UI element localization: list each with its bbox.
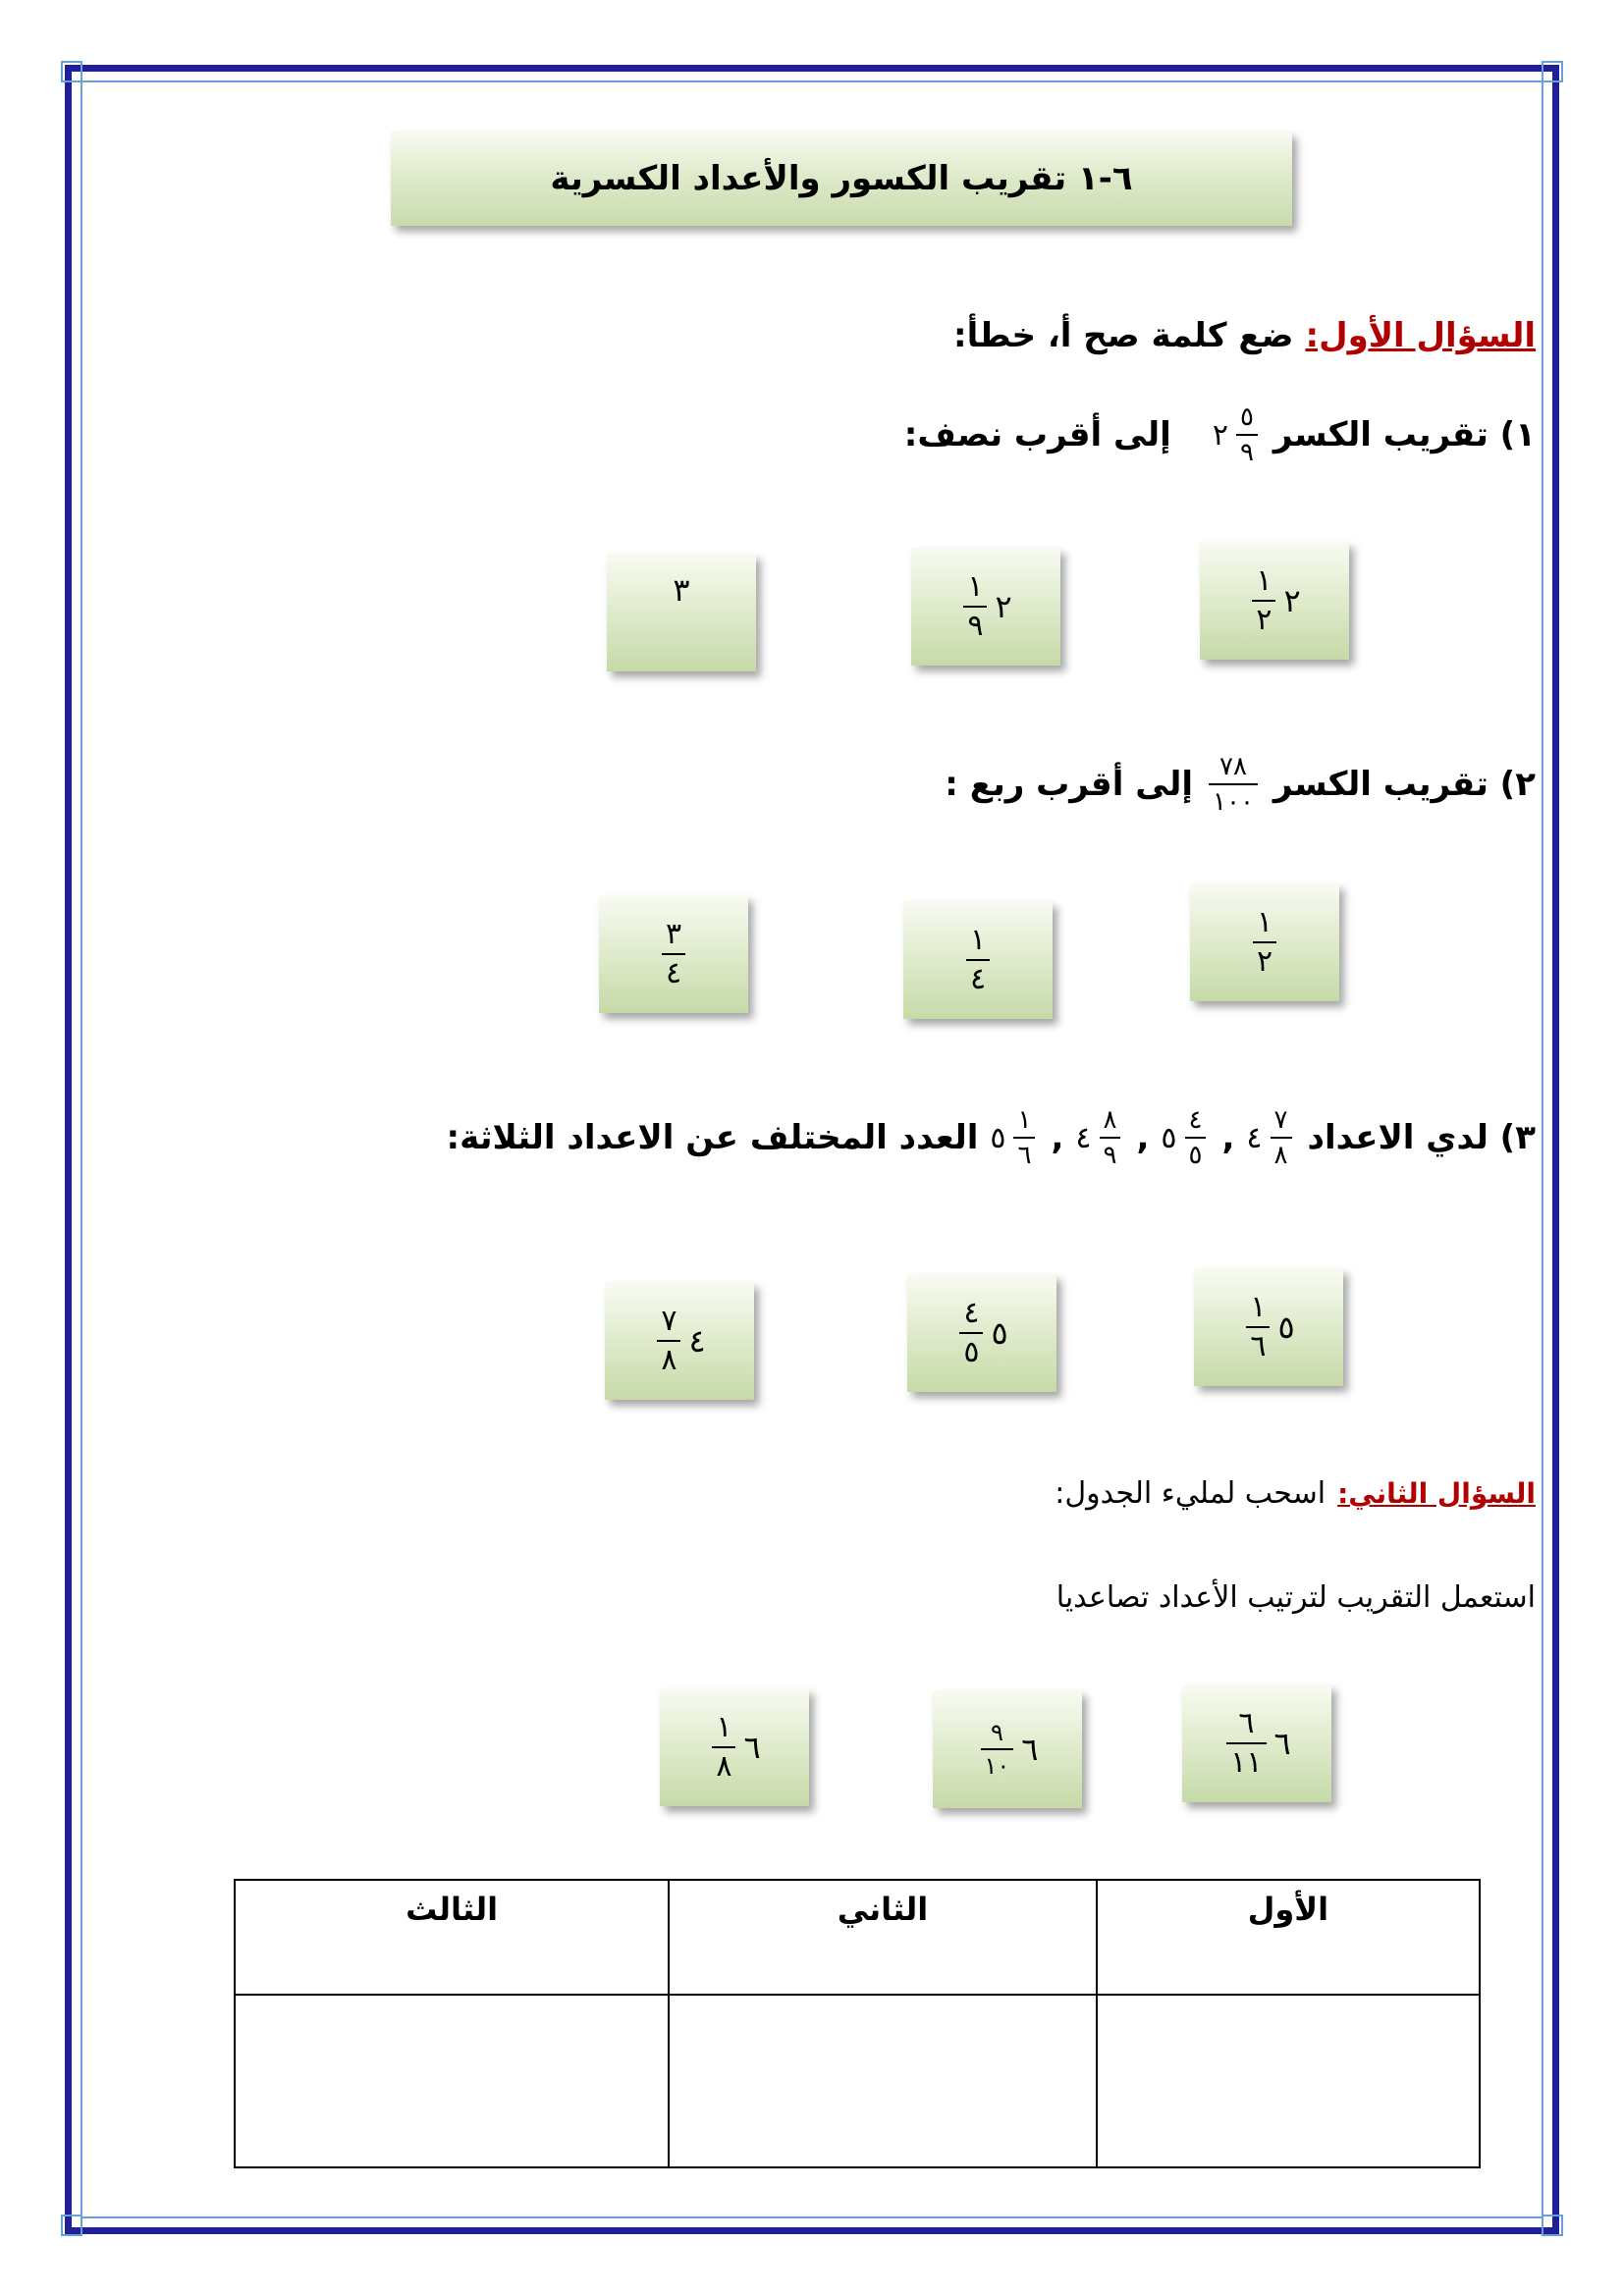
- fraction-numerator: ١: [969, 923, 987, 957]
- corner-ornament: [1542, 2215, 1563, 2236]
- fraction-denominator: ٨: [657, 1340, 680, 1375]
- page-title: ٦-١ تقريب الكسور والأعداد الكسرية: [391, 132, 1292, 226]
- whole-number: ٢: [995, 588, 1012, 625]
- q1-item-3-option-1[interactable]: [1194, 1268, 1343, 1386]
- q1-item-3-option-2[interactable]: [907, 1274, 1056, 1392]
- separator: ,: [1051, 1118, 1064, 1157]
- fraction-numerator: ٥: [1239, 402, 1254, 432]
- fraction-denominator: ٥: [1185, 1137, 1207, 1168]
- corner-ornament: [1542, 61, 1563, 82]
- q2-drag-card-3[interactable]: [660, 1688, 809, 1806]
- item-3-number-2: [1161, 1107, 1210, 1168]
- whole-number: ٥: [1277, 1308, 1295, 1346]
- separator: ,: [1221, 1118, 1235, 1157]
- fraction-denominator: ٨: [712, 1746, 735, 1782]
- q1-item-2-option-3[interactable]: [599, 895, 748, 1013]
- whole-number: ٤: [688, 1322, 706, 1360]
- fraction-denominator: ٦: [1246, 1326, 1270, 1362]
- whole-number: ٥: [1161, 1120, 1177, 1155]
- item-2-prefix: ٢) تقريب الكسر: [1272, 765, 1536, 804]
- whole-number: ٥: [991, 1314, 1008, 1352]
- fraction-numerator: ٧: [661, 1304, 677, 1338]
- q2-header: [1055, 1476, 1536, 1511]
- fraction-numerator: ٤: [963, 1296, 980, 1330]
- fraction-numerator: ٧٨: [1219, 752, 1247, 781]
- q1-item-2-option-2[interactable]: [903, 901, 1053, 1019]
- item-1-number: [1213, 404, 1262, 465]
- q1-item-1-option-2[interactable]: [911, 548, 1060, 666]
- fraction-numerator: ٧: [1273, 1105, 1288, 1135]
- q1-item-1-option-3[interactable]: [607, 554, 756, 671]
- fraction-denominator: ٩: [1100, 1137, 1121, 1168]
- whole-number: ٦: [1273, 1725, 1291, 1762]
- item-3-suffix: العدد المختلف عن الاعداد الثلاثة:: [446, 1118, 979, 1157]
- item-3-number-4: [990, 1107, 1039, 1168]
- q2-label: السؤال الثاني:: [1337, 1477, 1536, 1510]
- whole-number: ٢: [1283, 582, 1301, 619]
- fraction-numerator: ٨: [1103, 1105, 1117, 1135]
- drop-zone-first[interactable]: [1097, 1995, 1480, 2167]
- fraction-denominator: ٤: [662, 953, 685, 988]
- fraction-denominator: ٢: [1252, 600, 1275, 635]
- drop-zone-third[interactable]: [235, 1995, 669, 2167]
- answer-table: [234, 1879, 1481, 2168]
- whole-number: ٢: [1212, 417, 1228, 453]
- q2-drag-card-2[interactable]: [933, 1690, 1082, 1808]
- table-header-row: [235, 1880, 1480, 1995]
- whole-number: ٦: [743, 1729, 761, 1766]
- fraction-numerator: ٤: [1188, 1105, 1203, 1135]
- table-header: الثاني: [669, 1880, 1096, 1995]
- q1-item-2-option-1[interactable]: [1190, 883, 1339, 1001]
- fraction-denominator: ٦: [1013, 1137, 1035, 1168]
- corner-ornament: [61, 2215, 82, 2236]
- q1-item-2: [945, 754, 1536, 815]
- corner-ornament: [61, 61, 82, 82]
- fraction-denominator: ١١: [1226, 1742, 1266, 1778]
- q1-item-3: [446, 1107, 1536, 1168]
- fraction-denominator: ١٠٠: [1209, 783, 1258, 815]
- item-1-suffix: إلى أقرب نصف:: [903, 415, 1171, 454]
- whole-number: ٤: [1246, 1120, 1263, 1155]
- item-2-number: [1209, 754, 1258, 815]
- item-3-number-3: [1075, 1107, 1124, 1168]
- item-2-suffix: إلى أقرب ربع :: [945, 765, 1194, 804]
- whole-number: ٣: [673, 571, 690, 609]
- q2-instruction: اسحب لمليء الجدول:: [1055, 1476, 1326, 1511]
- fraction-denominator: ٥: [959, 1332, 983, 1367]
- item-3-number-1: [1246, 1107, 1295, 1168]
- fraction-denominator: ٢: [1253, 941, 1276, 977]
- fraction-numerator: ١: [716, 1710, 732, 1744]
- q1-item-1-option-1[interactable]: [1200, 542, 1349, 660]
- q1-item-3-option-3[interactable]: [605, 1282, 754, 1400]
- q1-header: [953, 316, 1536, 355]
- whole-number: ٦: [1021, 1731, 1039, 1768]
- table-row: [235, 1995, 1480, 2167]
- fraction-numerator: ١: [1256, 905, 1273, 939]
- item-1-prefix: ١) تقريب الكسر: [1272, 415, 1536, 454]
- fraction-denominator: ٤: [966, 959, 990, 994]
- q2-drag-card-1[interactable]: [1182, 1684, 1331, 1802]
- table-header: الثالث: [235, 1880, 669, 1995]
- whole-number: ٥: [990, 1120, 1006, 1155]
- fraction-numerator: ٦: [1238, 1706, 1255, 1740]
- fraction-numerator: ١: [967, 569, 984, 604]
- q2-subtitle: استعمل التقريب لترتيب الأعداد تصاعديا: [1056, 1580, 1536, 1615]
- fraction-denominator: ٨: [1271, 1137, 1292, 1168]
- separator: ,: [1136, 1118, 1150, 1157]
- item-3-prefix: ٣) لدي الاعداد: [1307, 1118, 1536, 1157]
- fraction-numerator: ٩: [990, 1719, 1003, 1746]
- table-header: الأول: [1097, 1880, 1480, 1995]
- whole-number: ٤: [1075, 1120, 1092, 1155]
- fraction-numerator: ١: [1250, 1290, 1267, 1324]
- q1-label: السؤال الأول:: [1305, 316, 1536, 355]
- drop-zone-second[interactable]: [669, 1995, 1096, 2167]
- fraction-numerator: ١: [1256, 563, 1272, 598]
- q1-instruction: ضع كلمة صح أ، خطأ:: [953, 316, 1294, 355]
- fraction-denominator: ١٠: [981, 1748, 1014, 1778]
- fraction-numerator: ١: [1017, 1105, 1032, 1135]
- q1-item-1: [904, 404, 1536, 465]
- fraction-numerator: ٣: [665, 917, 682, 951]
- fraction-denominator: ٩: [1236, 434, 1258, 465]
- fraction-denominator: ٩: [963, 606, 987, 641]
